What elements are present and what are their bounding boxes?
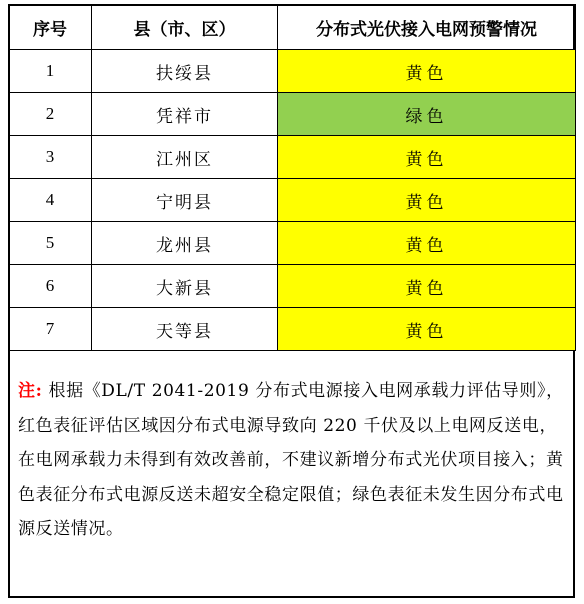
row-number: 6 bbox=[9, 265, 92, 308]
table-row bbox=[9, 222, 576, 265]
footnote bbox=[18, 374, 570, 547]
warning-status: 黄色 bbox=[278, 222, 576, 265]
warning-table bbox=[8, 4, 576, 351]
county-name: 龙州县 bbox=[92, 222, 278, 265]
table-row bbox=[9, 308, 576, 351]
table-row bbox=[9, 265, 576, 308]
warning-status: 黄色 bbox=[278, 179, 576, 222]
warning-status: 黄色 bbox=[278, 50, 576, 93]
table-row bbox=[9, 136, 576, 179]
warning-status: 黄色 bbox=[278, 136, 576, 179]
table-header-row bbox=[9, 5, 576, 50]
table-row bbox=[9, 93, 576, 136]
county-name: 江州区 bbox=[92, 136, 278, 179]
header-status: 分布式光伏接入电网预警情况 bbox=[278, 5, 576, 50]
row-number: 7 bbox=[9, 308, 92, 351]
county-name: 天等县 bbox=[92, 308, 278, 351]
county-name: 宁明县 bbox=[92, 179, 278, 222]
table-row bbox=[9, 179, 576, 222]
table-row bbox=[9, 50, 576, 93]
note-text: 根据《DL/T 2041-2019 分布式电源接入电网承载力评估导则》，红色表征评估区域因分布式电源导致向 220 千伏及以上电网反送电，在电网承载力未得到有效改善前，不建议新增分布式光伏项目接入；黄色表征分布式电源反送未超安全稳定限值；绿色表征未发生因分布式电源反送情况。 bbox=[18, 381, 564, 539]
header-county: 县（市、区） bbox=[92, 5, 278, 50]
header-seq: 序号 bbox=[9, 5, 92, 50]
county-name: 扶绥县 bbox=[92, 50, 278, 93]
row-number: 4 bbox=[9, 179, 92, 222]
row-number: 2 bbox=[9, 93, 92, 136]
row-number: 1 bbox=[9, 50, 92, 93]
county-name: 凭祥市 bbox=[92, 93, 278, 136]
warning-status: 绿色 bbox=[278, 93, 576, 136]
row-number: 3 bbox=[9, 136, 92, 179]
warning-status: 黄色 bbox=[278, 308, 576, 351]
note-label: 注: bbox=[18, 381, 43, 401]
warning-status: 黄色 bbox=[278, 265, 576, 308]
row-number: 5 bbox=[9, 222, 92, 265]
county-name: 大新县 bbox=[92, 265, 278, 308]
